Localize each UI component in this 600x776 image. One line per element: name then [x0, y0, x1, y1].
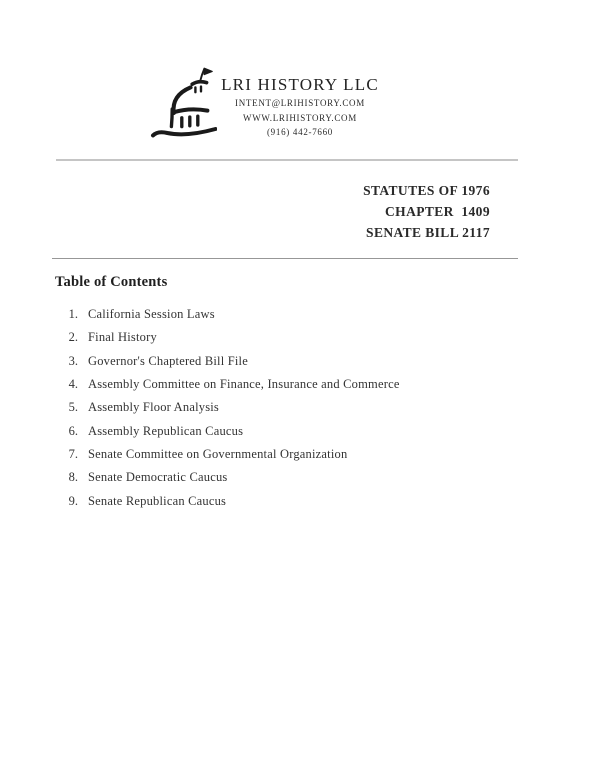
toc-item	[0, 396, 600, 419]
toc-item-number: 7.	[68, 446, 78, 461]
toc-list	[0, 303, 600, 513]
toc-item	[0, 303, 600, 326]
email-line: INTENT@LRIHISTORY.COM	[235, 98, 365, 108]
toc-item-label: Final History	[88, 330, 157, 345]
toc-item-number: 5.	[68, 400, 78, 415]
toc-item	[0, 443, 600, 466]
website-line: WWW.LRIHISTORY.COM	[243, 112, 357, 123]
toc-title: Table of Contents	[55, 274, 168, 290]
toc-item-label: Assembly Floor Analysis	[88, 400, 219, 415]
toc-item-label: Senate Republican Caucus	[88, 493, 227, 508]
toc-item-number: 4.	[68, 377, 78, 392]
toc-item	[0, 466, 600, 489]
toc-item-number: 9.	[68, 493, 78, 508]
toc-item	[0, 350, 600, 373]
company-name: LRI HISTORY LLC	[221, 75, 379, 94]
senate-bill-line: SENATE BILL 2117	[366, 225, 490, 240]
toc-item-label: Senate Committee on Governmental Organization	[88, 446, 348, 461]
toc-item-number: 3.	[68, 353, 78, 368]
toc-item-number: 6.	[68, 423, 78, 438]
reference-divider	[52, 258, 518, 259]
toc-item	[0, 326, 600, 349]
toc-item	[0, 419, 600, 442]
toc-item-number: 2.	[68, 330, 78, 345]
statute-reference	[363, 180, 490, 243]
toc-item-label: Assembly Republican Caucus	[88, 423, 244, 438]
header-divider	[56, 159, 518, 161]
toc-item-label: Senate Democratic Caucus	[88, 470, 228, 485]
letterhead	[0, 74, 600, 140]
toc-item-label: California Session Laws	[88, 307, 215, 322]
toc-item	[0, 489, 600, 512]
toc-item-label: Governor's Chaptered Bill File	[88, 353, 248, 368]
toc-item-number: 1.	[68, 307, 78, 322]
toc-item-number: 8.	[68, 470, 78, 485]
statutes-line: STATUTES OF 1976	[363, 183, 490, 198]
toc-item-label: Assembly Committee on Finance, Insurance and Commerce	[88, 377, 400, 392]
toc-item	[0, 373, 600, 396]
phone-line: (916) 442-7660	[266, 127, 334, 137]
chapter-line: CHAPTER 1409	[385, 204, 490, 219]
